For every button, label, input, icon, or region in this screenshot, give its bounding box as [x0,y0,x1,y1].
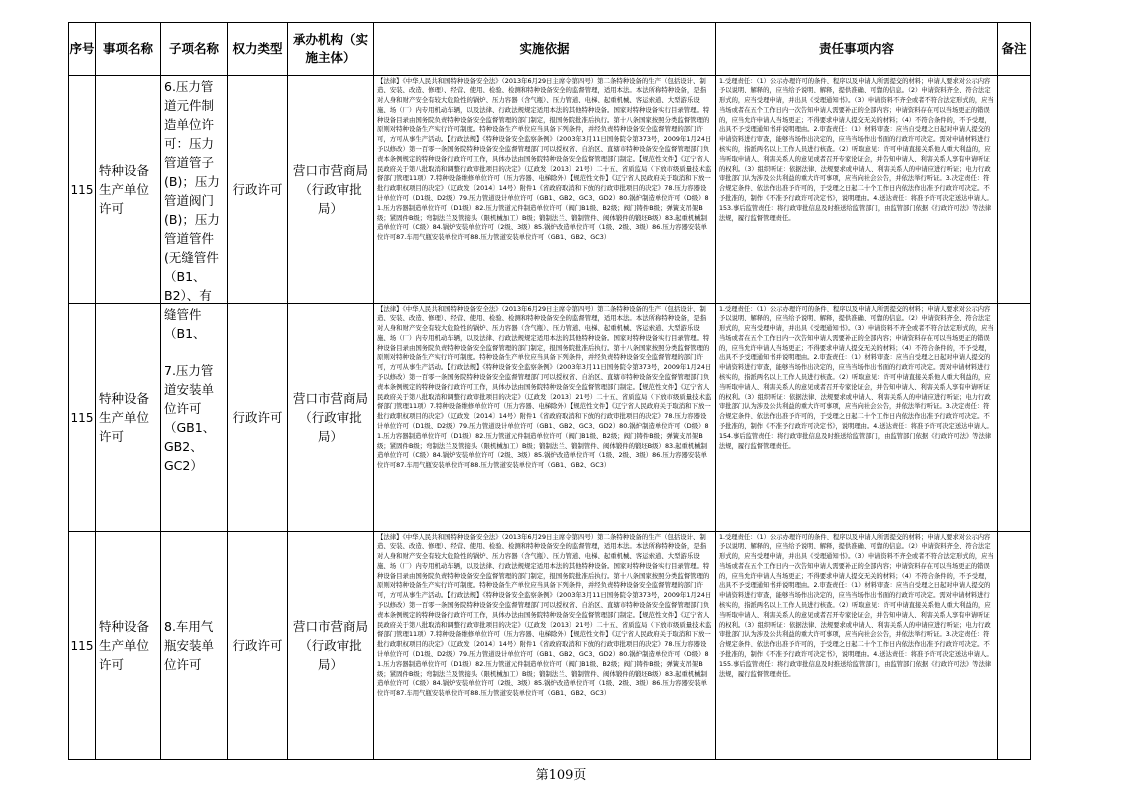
header-index: 序号 [69,23,96,76]
row-agency: 营口市营商局（行政审批局） [288,532,374,760]
row-basis: 【法律】《中华人民共和国特种设备安全法》（2013年6月29日主席令第四号）第二条特种设备的生产（包括设计、制造、安装、改造、修理）、经营、使用、检验、检测和特种设备安全的监督管理，适用本法。本法所称特种设备，是指对人身和财产安全有较大危险性的锅炉、压力容器（含气瓶）、压力管道、电梯、起重机械、客运索道、大型游乐设施、场（厂）内专用机动车辆，以及法律、行政法规规定适用本法的其他特种设备。国家对特种设备实行目录管理。特种设备目录由国务院负责特种设备安全监督管理的部门制定，报国务院批准后执行。第十八条国家按照分类监督管理的原则对特种设备生产实行许可制度。特种设备生产单位应当具备下列条件，并经负责特种设备安全监督管理的部门许可，方可从事生产活动。【行政法规】《特种设备安全监察条例》（2003年3月11日国务院令第373号，2009年1月24日予以修改）第一百零一条国务院特种设备安全监督管理部门可以授权省、自治区、直辖市特种设备安全监督管理部门负责本条例规定的特种设备行政许可工作，具体办法由国务院特种设备安全监督管理部门制定。【规范性文件】《辽宁省人民政府关于第八批取消和调整行政审批项目的决定》（辽政发〔2013〕21号）二十五、省质监局（下放市级质量技术监督部门管理11项）7.特种设备维修单位许可（压力容器、电梯除外）【规范性文件】《辽宁省人民政府关于取消和下放一批行政职权项目的决定》（辽政发〔2014〕14号）附件1《省政府取消和下放的行政审批项目的决定》78.压力容器设计单位许可（D1级、D2级）79.压力管道设计单位许可（GB1、GB2、GC3、GD2）80.锅炉制造单位许可（D级）81.压力容器制造单位许可（D1级）82.压力管道元件制造单位许可（阀门B1级、B2级；阀门铸件B级；弹簧支吊架B级；紧固件B级；弯制法兰及管接头（限机械加工）B级；锻制法兰、锻制管件、阀体锻件的锻坯B级）83.起重机械制造单位许可（C级）84.锅炉安装单位许可（2级、3级）85.锅炉改造单位许可（1级、2级、3级）86.压力容器安装单位许可87.车用气瓶安装单位许可88.压力管道安装单位许可（GB1、GB2、GC3） [377,76,712,242]
row-agency: 营口市营商局（行政审批局） [288,76,374,304]
header-agency: 承办机构（实施主体） [288,23,374,76]
table-row [69,76,1031,304]
row-basis: 【法律】《中华人民共和国特种设备安全法》（2013年6月29日主席令第四号）第二条特种设备的生产（包括设计、制造、安装、改造、修理）、经营、使用、检验、检测和特种设备安全的监督管理，适用本法。本法所称特种设备，是指对人身和财产安全有较大危险性的锅炉、压力容器（含气瓶）、压力管道、电梯、起重机械、客运索道、大型游乐设施、场（厂）内专用机动车辆，以及法律、行政法规规定适用本法的其他特种设备。国家对特种设备实行目录管理。特种设备目录由国务院负责特种设备安全监督管理的部门制定，报国务院批准后执行。第十八条国家按照分类监督管理的原则对特种设备生产实行许可制度。特种设备生产单位应当具备下列条件，并经负责特种设备安全监督管理的部门许可，方可从事生产活动。【行政法规】《特种设备安全监察条例》（2003年3月11日国务院令第373号，2009年1月24日予以修改）第一百零一条国务院特种设备安全监督管理部门可以授权省、自治区、直辖市特种设备安全监督管理部门负责本条例规定的特种设备行政许可工作，具体办法由国务院特种设备安全监督管理部门制定。【规范性文件】《辽宁省人民政府关于第八批取消和调整行政审批项目的决定》（辽政发〔2013〕21号）二十五、省质监局（下放市级质量技术监督部门管理11项）7.特种设备维修单位许可（压力容器、电梯除外）【规范性文件】《辽宁省人民政府关于取消和下放一批行政职权项目的决定》（辽政发〔2014〕14号）附件1《省政府取消和下放的行政审批项目的决定》78.压力容器设计单位许可（D1级、D2级）79.压力管道设计单位许可（GB1、GB2、GC3、GD2）80.锅炉制造单位许可（D级）81.压力容器制造单位许可（D1级）82.压力管道元件制造单位许可（阀门B1级、B2级；阀门铸件B级；弹簧支吊架B级；紧固件B级；弯制法兰及管接头（限机械加工）B级；锻制法兰、锻制管件、阀体锻件的锻坯B级）83.起重机械制造单位许可（C级）84.锅炉安装单位许可（2级、3级）85.锅炉改造单位许可（1级、2级、3级）86.压力容器安装单位许可87.车用气瓶安装单位许可88.压力管道安装单位许可（GB1、GB2、GC3） [377,304,712,470]
page-number: 第109页 [535,768,587,783]
header-subitem: 子项名称 [161,23,228,76]
row-duty-cell [716,76,998,304]
row-duty-cell [716,532,998,760]
row-index: 115 [69,304,96,532]
row-subitem-cell [161,76,228,341]
row-agency: 营口市营商局（行政审批局） [288,304,374,532]
row-remark [998,532,1031,760]
header-remark: 备注 [998,23,1031,76]
row-remark [998,76,1031,304]
row-subitem: 8.车用气瓶安装单位许可 [164,619,215,672]
row-index: 115 [69,76,96,304]
header-duty: 责任事项内容 [716,23,998,76]
header-row [69,23,1031,76]
row-subitem: 7.压力管道安装单位许可（GB1、GB2、GC2） [164,362,216,473]
row-basis-cell [374,76,716,304]
row-subitem-cell [161,532,228,760]
row-remark [998,304,1031,532]
row-duty: 1.受理责任：（1）公示办理许可的条件、程序以及申请人所需提交的材料；申请人要求对公示内容予以说明、解释的，应当给予说明、解释，提供准确、可靠的信息。（2）申请资料齐全、符合法定形式的，应当受理申请，并出具《受理通知书》。（3）申请资料不齐全或者不符合法定形式的，应当当场或者在五个工作日内一次告知申请人需要补正的全部内容；申请资料存在可以当场更正的错误的，应当允许申请人当场更正；不得要求申请人提交无关的材料；（4）不符合条件的，不予受理，出具不予受理通知书并说明理由。2.审查责任：（1）材料审查：应当自受理之日起对申请人提交的申请资料进行审查，能够当场作出决定的，应当当场作出书面的行政许可决定。需对申请材料进行核实的，指派两名以上工作人员进行核查。（2）听取意见：许可申请直接关系他人重大利益的，应当听取申请人、利害关系人的意见或者召开专家论证会，并告知申请人、利害关系人享有申请听证的权利。（3）组织听证：依据法律、法规要求或申请人、利害关系人的申请应进行听证；电力行政审批部门认为涉及公共利益的重大许可事项，应当向社会公告，并依法举行听证。3.决定责任：符合规定条件、依法作出准予许可的，于受理之日起二十个工作日内依法作出准予行政许可决定。不予批准的，制作《不准予行政许可决定书》，说明理由。4.送达责任：将准予许可决定送达申请人。155.事后监管责任：将行政审批信息及时推送给监管部门，由监管部门依据《行政许可法》等法律法规，履行监督管理责任。 [719,533,994,678]
row-power-type: 行政许可 [228,304,288,532]
header-basis: 实施依据 [374,23,716,76]
row-basis-cell [374,532,716,760]
row-duty: 1.受理责任：（1）公示办理许可的条件、程序以及申请人所需提交的材料；申请人要求对公示内容予以说明、解释的，应当给予说明、解释，提供准确、可靠的信息。（2）申请资料齐全、符合法定形式的，应当受理申请，并出具《受理通知书》。（3）申请资料不齐全或者不符合法定形式的，应当当场或者在五个工作日内一次告知申请人需要补正的全部内容；申请资料存在可以当场更正的错误的，应当允许申请人当场更正；不得要求申请人提交无关的材料；（4）不符合条件的，不予受理，出具不予受理通知书并说明理由。2.审查责任：（1）材料审查：应当自受理之日起对申请人提交的申请资料进行审查，能够当场作出决定的，应当当场作出书面的行政许可决定。需对申请材料进行核实的，指派两名以上工作人员进行核查。（2）听取意见：许可申请直接关系他人重大利益的，应当听取申请人、利害关系人的意见或者召开专家论证会，并告知申请人、利害关系人享有申请听证的权利。（3）组织听证：依据法律、法规要求或申请人、利害关系人的申请应进行听证；电力行政审批部门认为涉及公共利益的重大许可事项，应当向社会公告，并依法举行听证。3.决定责任：符合规定条件、依法作出准予许可的，于受理之日起二十个工作日内依法作出准予行政许可决定。不予批准的，制作《不准予行政许可决定书》，说明理由。4.送达责任：将准予许可决定送达申请人。154.事后监管责任：将行政审批信息及时推送给监管部门，由监管部门依据《行政许可法》等法律法规，履行监督管理责任。 [719,305,994,450]
row-power-type: 行政许可 [228,532,288,760]
table-row [69,532,1031,760]
row-subitem-cell [161,304,228,532]
row-duty-cell [716,304,998,532]
row-subitem: 6.压力管道元件制造单位许可：压力管道管子(B)；压力管道阀门(B)；压力管道管件(无缝管件（B1、B2）、有缝管件（B1、 [164,78,220,341]
row-basis: 【法律】《中华人民共和国特种设备安全法》（2013年6月29日主席令第四号）第二条特种设备的生产（包括设计、制造、安装、改造、修理）、经营、使用、检验、检测和特种设备安全的监督管理，适用本法。本法所称特种设备，是指对人身和财产安全有较大危险性的锅炉、压力容器（含气瓶）、压力管道、电梯、起重机械、客运索道、大型游乐设施、场（厂）内专用机动车辆，以及法律、行政法规规定适用本法的其他特种设备。国家对特种设备实行目录管理。特种设备目录由国务院负责特种设备安全监督管理的部门制定，报国务院批准后执行。第十八条国家按照分类监督管理的原则对特种设备生产实行许可制度。特种设备生产单位应当具备下列条件，并经负责特种设备安全监督管理的部门许可，方可从事生产活动。【行政法规】《特种设备安全监察条例》（2003年3月11日国务院令第373号，2009年1月24日予以修改）第一百零一条国务院特种设备安全监督管理部门可以授权省、自治区、直辖市特种设备安全监督管理部门负责本条例规定的特种设备行政许可工作，具体办法由国务院特种设备安全监督管理部门制定。【规范性文件】《辽宁省人民政府关于第八批取消和调整行政审批项目的决定》（辽政发〔2013〕21号）二十五、省质监局（下放市级质量技术监督部门管理11项）7.特种设备维修单位许可（压力容器、电梯除外）【规范性文件】《辽宁省人民政府关于取消和下放一批行政职权项目的决定》（辽政发〔2014〕14号）附件1《省政府取消和下放的行政审批项目的决定》78.压力容器设计单位许可（D1级、D2级）79.压力管道设计单位许可（GB1、GB2、GC3、GD2）80.锅炉制造单位许可（D级）81.压力容器制造单位许可（D1级）82.压力管道元件制造单位许可（阀门B1级、B2级；阀门铸件B级；弹簧支吊架B级；紧固件B级；弯制法兰及管接头（限机械加工）B级；锻制法兰、锻制管件、阀体锻件的锻坯B级）83.起重机械制造单位许可（C级）84.锅炉安装单位许可（2级、3级）85.锅炉改造单位许可（1级、2级、3级）86.压力容器安装单位许可87.车用气瓶安装单位许可88.压力管道安装单位许可（GB1、GB2、GC3） [377,532,712,698]
row-item: 特种设备生产单位许可 [96,304,161,532]
row-basis-cell [374,304,716,532]
authority-table [68,22,1031,760]
header-power-type: 权力类型 [228,23,288,76]
row-item: 特种设备生产单位许可 [96,532,161,760]
row-power-type: 行政许可 [228,76,288,304]
table-row [69,304,1031,532]
header-item: 事项名称 [96,23,161,76]
row-item: 特种设备生产单位许可 [96,76,161,304]
row-index: 115 [69,532,96,760]
row-duty: 1.受理责任：（1）公示办理许可的条件、程序以及申请人所需提交的材料；申请人要求对公示内容予以说明、解释的，应当给予说明、解释，提供准确、可靠的信息。（2）申请资料齐全、符合法定形式的，应当受理申请，并出具《受理通知书》。（3）申请资料不齐全或者不符合法定形式的，应当当场或者在五个工作日内一次告知申请人需要补正的全部内容；申请资料存在可以当场更正的错误的，应当允许申请人当场更正；不得要求申请人提交无关的材料；（4）不符合条件的，不予受理，出具不予受理通知书并说明理由。2.审查责任：（1）材料审查：应当自受理之日起对申请人提交的申请资料进行审查，能够当场作出决定的，应当当场作出书面的行政许可决定。需对申请材料进行核实的，指派两名以上工作人员进行核查。（2）听取意见：许可申请直接关系他人重大利益的，应当听取申请人、利害关系人的意见或者召开专家论证会，并告知申请人、利害关系人享有申请听证的权利。（3）组织听证：依据法律、法规要求或申请人、利害关系人的申请应进行听证；电力行政审批部门认为涉及公共利益的重大许可事项，应当向社会公告，并依法举行听证。3.决定责任：符合规定条件、依法作出准予许可的，于受理之日起二十个工作日内依法作出准予行政许可决定。不予批准的，制作《不准予行政许可决定书》，说明理由。4.送达责任：将准予许可决定送达申请人。153.事后监管责任：将行政审批信息及时推送给监管部门，由监管部门依据《行政许可法》等法律法规，履行监督管理责任。 [719,77,994,222]
